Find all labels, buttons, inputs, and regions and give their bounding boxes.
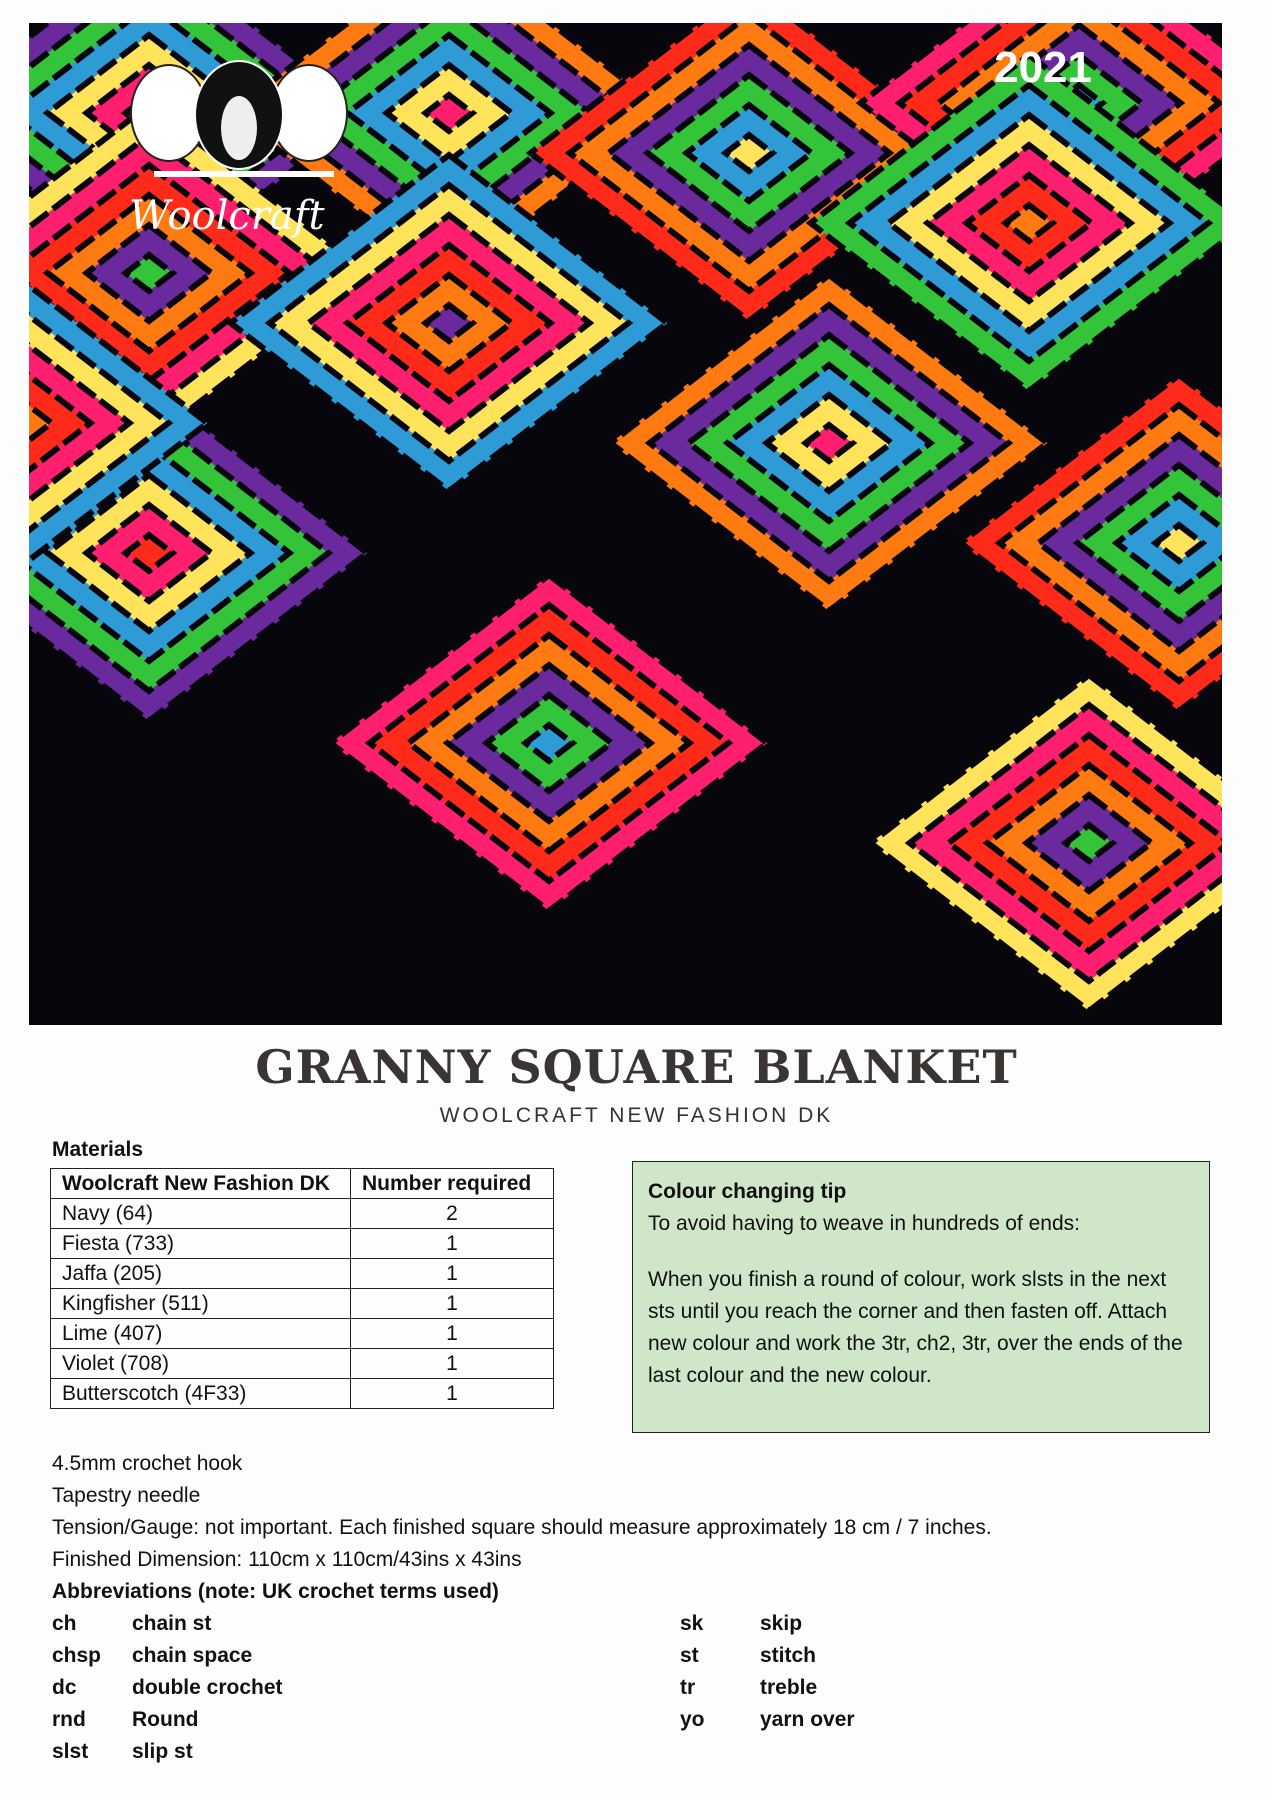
- abbreviation-meaning: skip: [760, 1612, 803, 1635]
- number-required: 1: [351, 1289, 554, 1319]
- abbreviation-meaning: chain space: [132, 1644, 253, 1667]
- yarn-shade: Navy (64): [51, 1199, 351, 1229]
- column-header: Number required: [351, 1169, 554, 1199]
- sheep-logo: [114, 53, 364, 273]
- materials-table: [50, 1168, 554, 1409]
- yarn-shade: Kingfisher (511): [51, 1289, 351, 1319]
- abbreviation-meaning: slip st: [132, 1740, 193, 1763]
- table-header-row: [51, 1169, 554, 1199]
- table-row: [51, 1259, 554, 1289]
- abbreviation-term: sk: [680, 1612, 704, 1635]
- note-dimension: Finished Dimension: 110cm x 110cm/43ins x 43ins: [52, 1548, 522, 1571]
- number-required: 1: [351, 1379, 554, 1409]
- note-needle: Tapestry needle: [52, 1484, 201, 1507]
- number-required: 1: [351, 1349, 554, 1379]
- yarn-shade: Fiesta (733): [51, 1229, 351, 1259]
- number-required: 1: [351, 1229, 554, 1259]
- tip-heading: Colour changing tip: [648, 1180, 847, 1203]
- yarn-shade: Jaffa (205): [51, 1259, 351, 1289]
- abbreviation-meaning: treble: [760, 1676, 818, 1699]
- abbreviation-term: dc: [52, 1676, 77, 1699]
- tip-body: When you finish a round of colour, work slsts in the next sts until you reach the corner and then fasten off. Attach new colour and work the 3tr, ch2, 3tr, over the ends of the last colour and the new colour.: [648, 1268, 1183, 1387]
- table-row: [51, 1289, 554, 1319]
- year-label: 2021: [994, 43, 1092, 92]
- tip-intro: To avoid having to weave in hundreds of ends:: [648, 1212, 1080, 1235]
- yarn-shade: Lime (407): [51, 1319, 351, 1349]
- table-row: [51, 1319, 554, 1349]
- abbreviations-heading: Abbreviations (note: UK crochet terms used): [52, 1580, 499, 1603]
- table-row: [51, 1349, 554, 1379]
- column-header: Woolcraft New Fashion DK: [51, 1169, 351, 1199]
- yarn-subtitle: WOOLCRAFT NEW FASHION DK: [439, 1104, 834, 1127]
- abbreviation-meaning: double crochet: [132, 1676, 283, 1699]
- abbreviation-meaning: Round: [132, 1708, 199, 1731]
- abbreviation-term: rnd: [52, 1708, 86, 1731]
- number-required: 1: [351, 1259, 554, 1289]
- abbreviation-term: ch: [52, 1612, 77, 1635]
- colour-tip-box: [632, 1161, 1210, 1433]
- table-row: [51, 1229, 554, 1259]
- blanket-photo: [29, 23, 1222, 1025]
- table-row: [51, 1199, 554, 1229]
- materials-heading: Materials: [52, 1138, 144, 1161]
- abbreviation-meaning: chain st: [132, 1612, 212, 1635]
- number-required: 2: [351, 1199, 554, 1229]
- yarn-shade: Butterscotch (4F33): [51, 1379, 351, 1409]
- abbreviation-term: tr: [680, 1676, 696, 1699]
- table-row: [51, 1379, 554, 1409]
- abbreviation-term: chsp: [52, 1644, 102, 1667]
- abbreviation-term: st: [680, 1644, 699, 1667]
- abbreviation-meaning: yarn over: [760, 1708, 855, 1731]
- abbreviation-term: yo: [680, 1708, 705, 1731]
- yarn-shade: Violet (708): [51, 1349, 351, 1379]
- number-required: 1: [351, 1319, 554, 1349]
- page-title: GRANNY SQUARE BLANKET: [255, 1040, 1018, 1094]
- note-tension: Tension/Gauge: not important. Each finished square should measure approximately 18 cm / 7 inches.: [52, 1516, 992, 1539]
- abbreviation-meaning: stitch: [760, 1644, 817, 1667]
- brand-logo-text: Woolcraft: [129, 193, 325, 239]
- abbreviation-term: slst: [52, 1740, 89, 1763]
- note-hook: 4.5mm crochet hook: [52, 1452, 243, 1475]
